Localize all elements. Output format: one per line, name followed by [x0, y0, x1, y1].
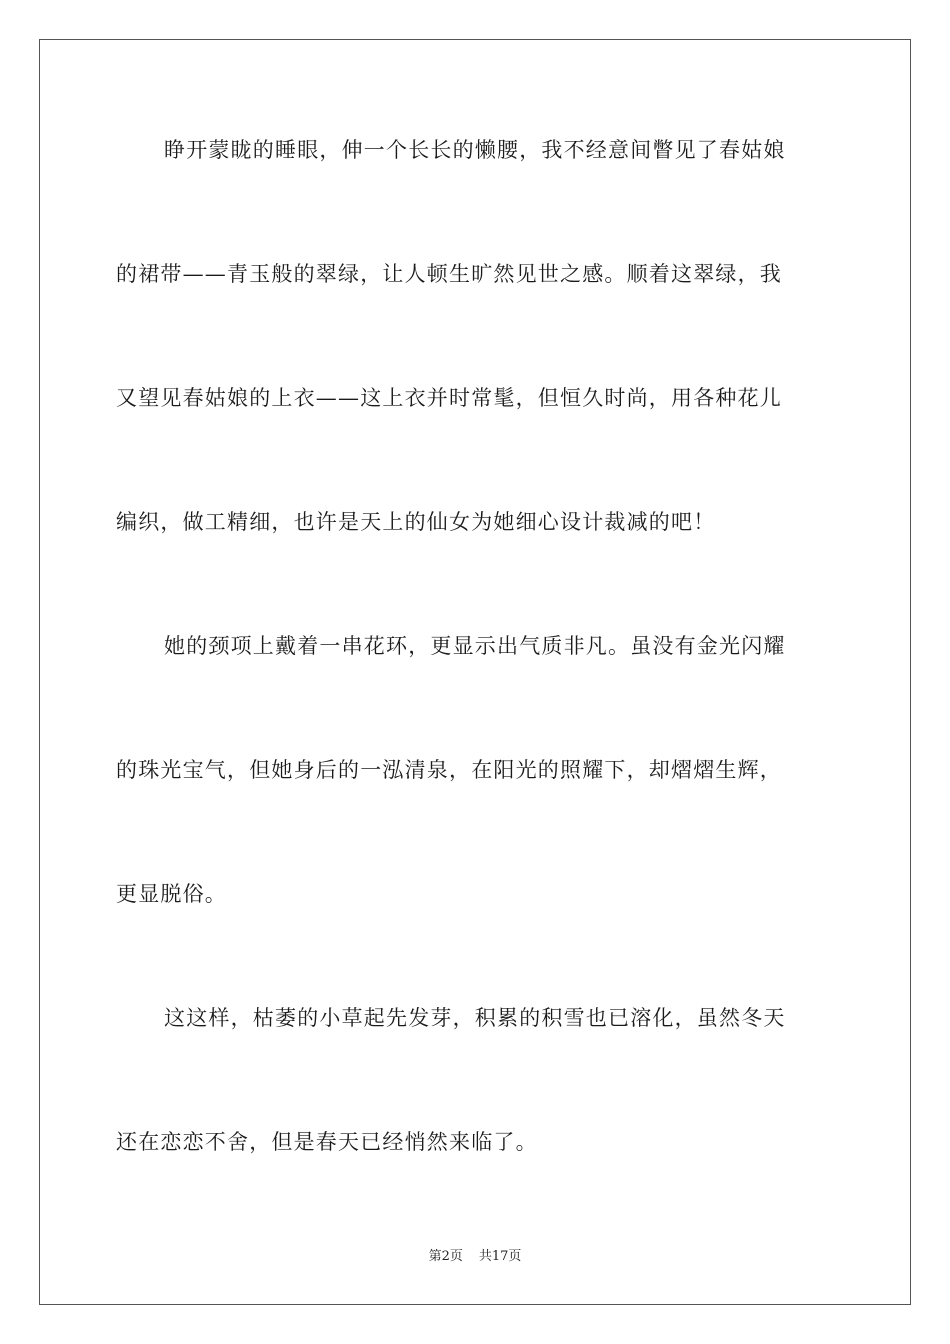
paragraph-2-line-3: 更显脱俗。: [116, 882, 227, 906]
total-pages: 共17页: [478, 1249, 522, 1264]
paragraph-2-line-2: 的珠光宝气，但她身后的一泓清泉，在阳光的照耀下，却熠熠生辉，: [116, 758, 782, 782]
page-footer: [0, 1248, 950, 1266]
paragraph-1-line-4: 编织，做工精细，也许是天上的仙女为她细心设计裁减的吧！: [116, 510, 716, 534]
paragraph-3-line-1: 这这样，枯萎的小草起先发芽，积累的积雪也已溶化，虽然冬天: [164, 1006, 786, 1030]
paragraph-2-line-1: 她的颈项上戴着一串花环，更显示出气质非凡。虽没有金光闪耀: [164, 634, 786, 658]
paragraph-1-line-1: 睁开蒙眬的睡眼，伸一个长长的懒腰，我不经意间瞥见了春姑娘: [164, 138, 786, 162]
paragraph-3-line-2: 还在恋恋不舍，但是春天已经悄然来临了。: [116, 1130, 538, 1154]
paragraph-1-line-3: 又望见春姑娘的上衣——这上衣并时常髦，但恒久时尚，用各种花儿: [116, 386, 782, 410]
page-frame: [39, 39, 911, 1305]
page-number: 第2页: [428, 1249, 463, 1264]
paragraph-1-line-2: 的裙带——青玉般的翠绿，让人顿生旷然见世之感。顺着这翠绿，我: [116, 262, 782, 286]
